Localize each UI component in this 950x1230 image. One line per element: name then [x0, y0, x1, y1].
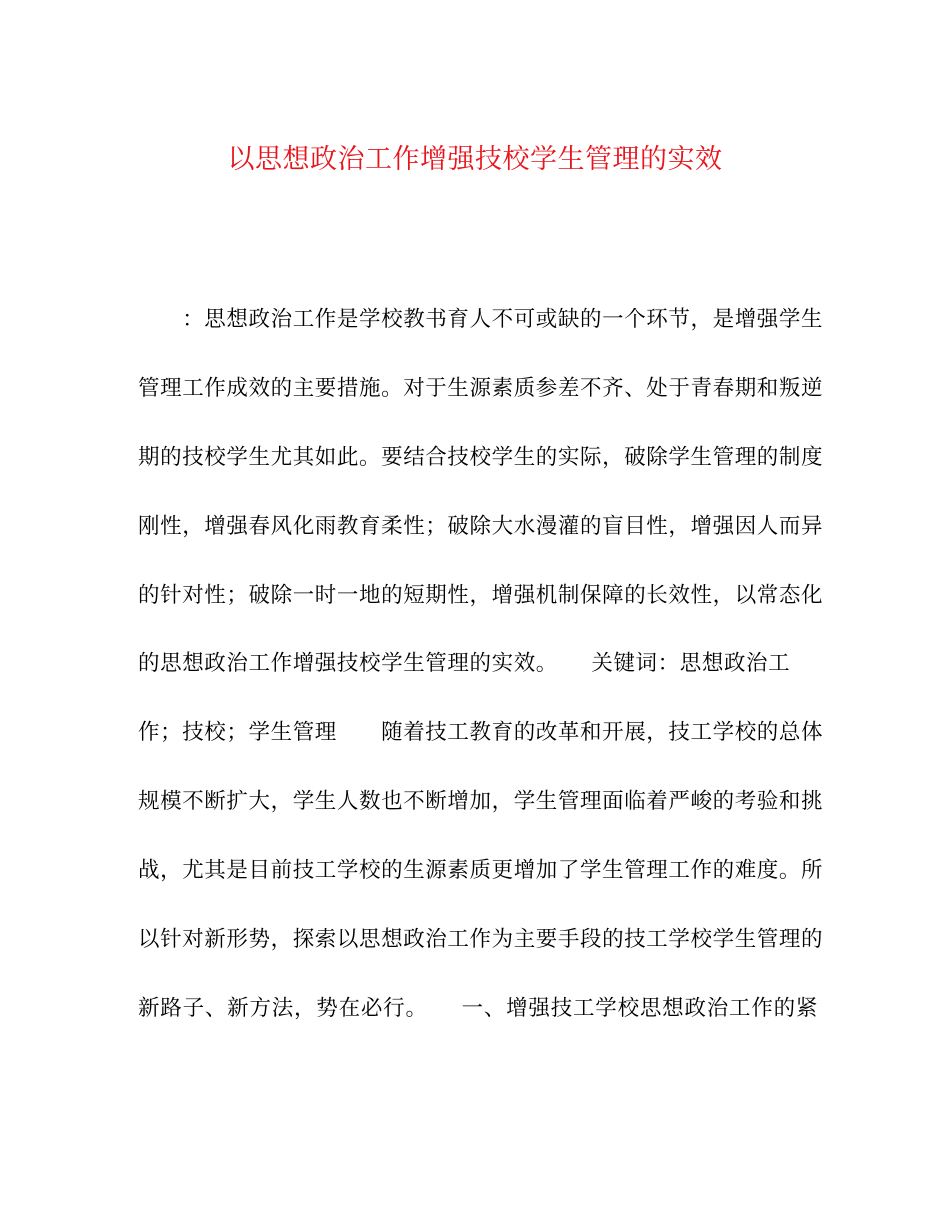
document-title: 以思想政治工作增强技校学生管理的实效: [227, 144, 723, 175]
body-line: 的思想政治工作增强技校学生管理的实效。 关键词：思想政治工: [138, 651, 791, 677]
document-body: [138, 300, 824, 1058]
body-line: 新路子、新方法，势在必行。 一、增强技工学校思想政治工作的紧: [138, 995, 818, 1021]
body-line: 管理工作成效的主要措施。对于生源素质参差不齐、处于青春期和叛逆: [138, 375, 824, 401]
body-line: 战，尤其是目前技工学校的生源素质更增加了学生管理工作的难度。所: [138, 858, 824, 884]
body-line: 作；技校；学生管理 随着技工教育的改革和开展，技工学校的总体: [138, 720, 824, 746]
body-line: 以针对新形势，探索以思想政治工作为主要手段的技工学校学生管理的: [138, 927, 824, 953]
body-line: 规模不断扩大，学生人数也不断增加，学生管理面临着严峻的考验和挑: [138, 789, 824, 815]
body-line: 期的技校学生尤其如此。要结合技校学生的实际，破除学生管理的制度: [138, 444, 824, 470]
body-line: 的针对性；破除一时一地的短期性，增强机制保障的长效性，以常态化: [138, 582, 824, 608]
body-line: ：思想政治工作是学校教书育人不可或缺的一个环节，是增强学生: [138, 307, 824, 332]
body-line: 刚性，增强春风化雨教育柔性；破除大水漫灌的盲目性，增强因人而异: [138, 513, 824, 539]
